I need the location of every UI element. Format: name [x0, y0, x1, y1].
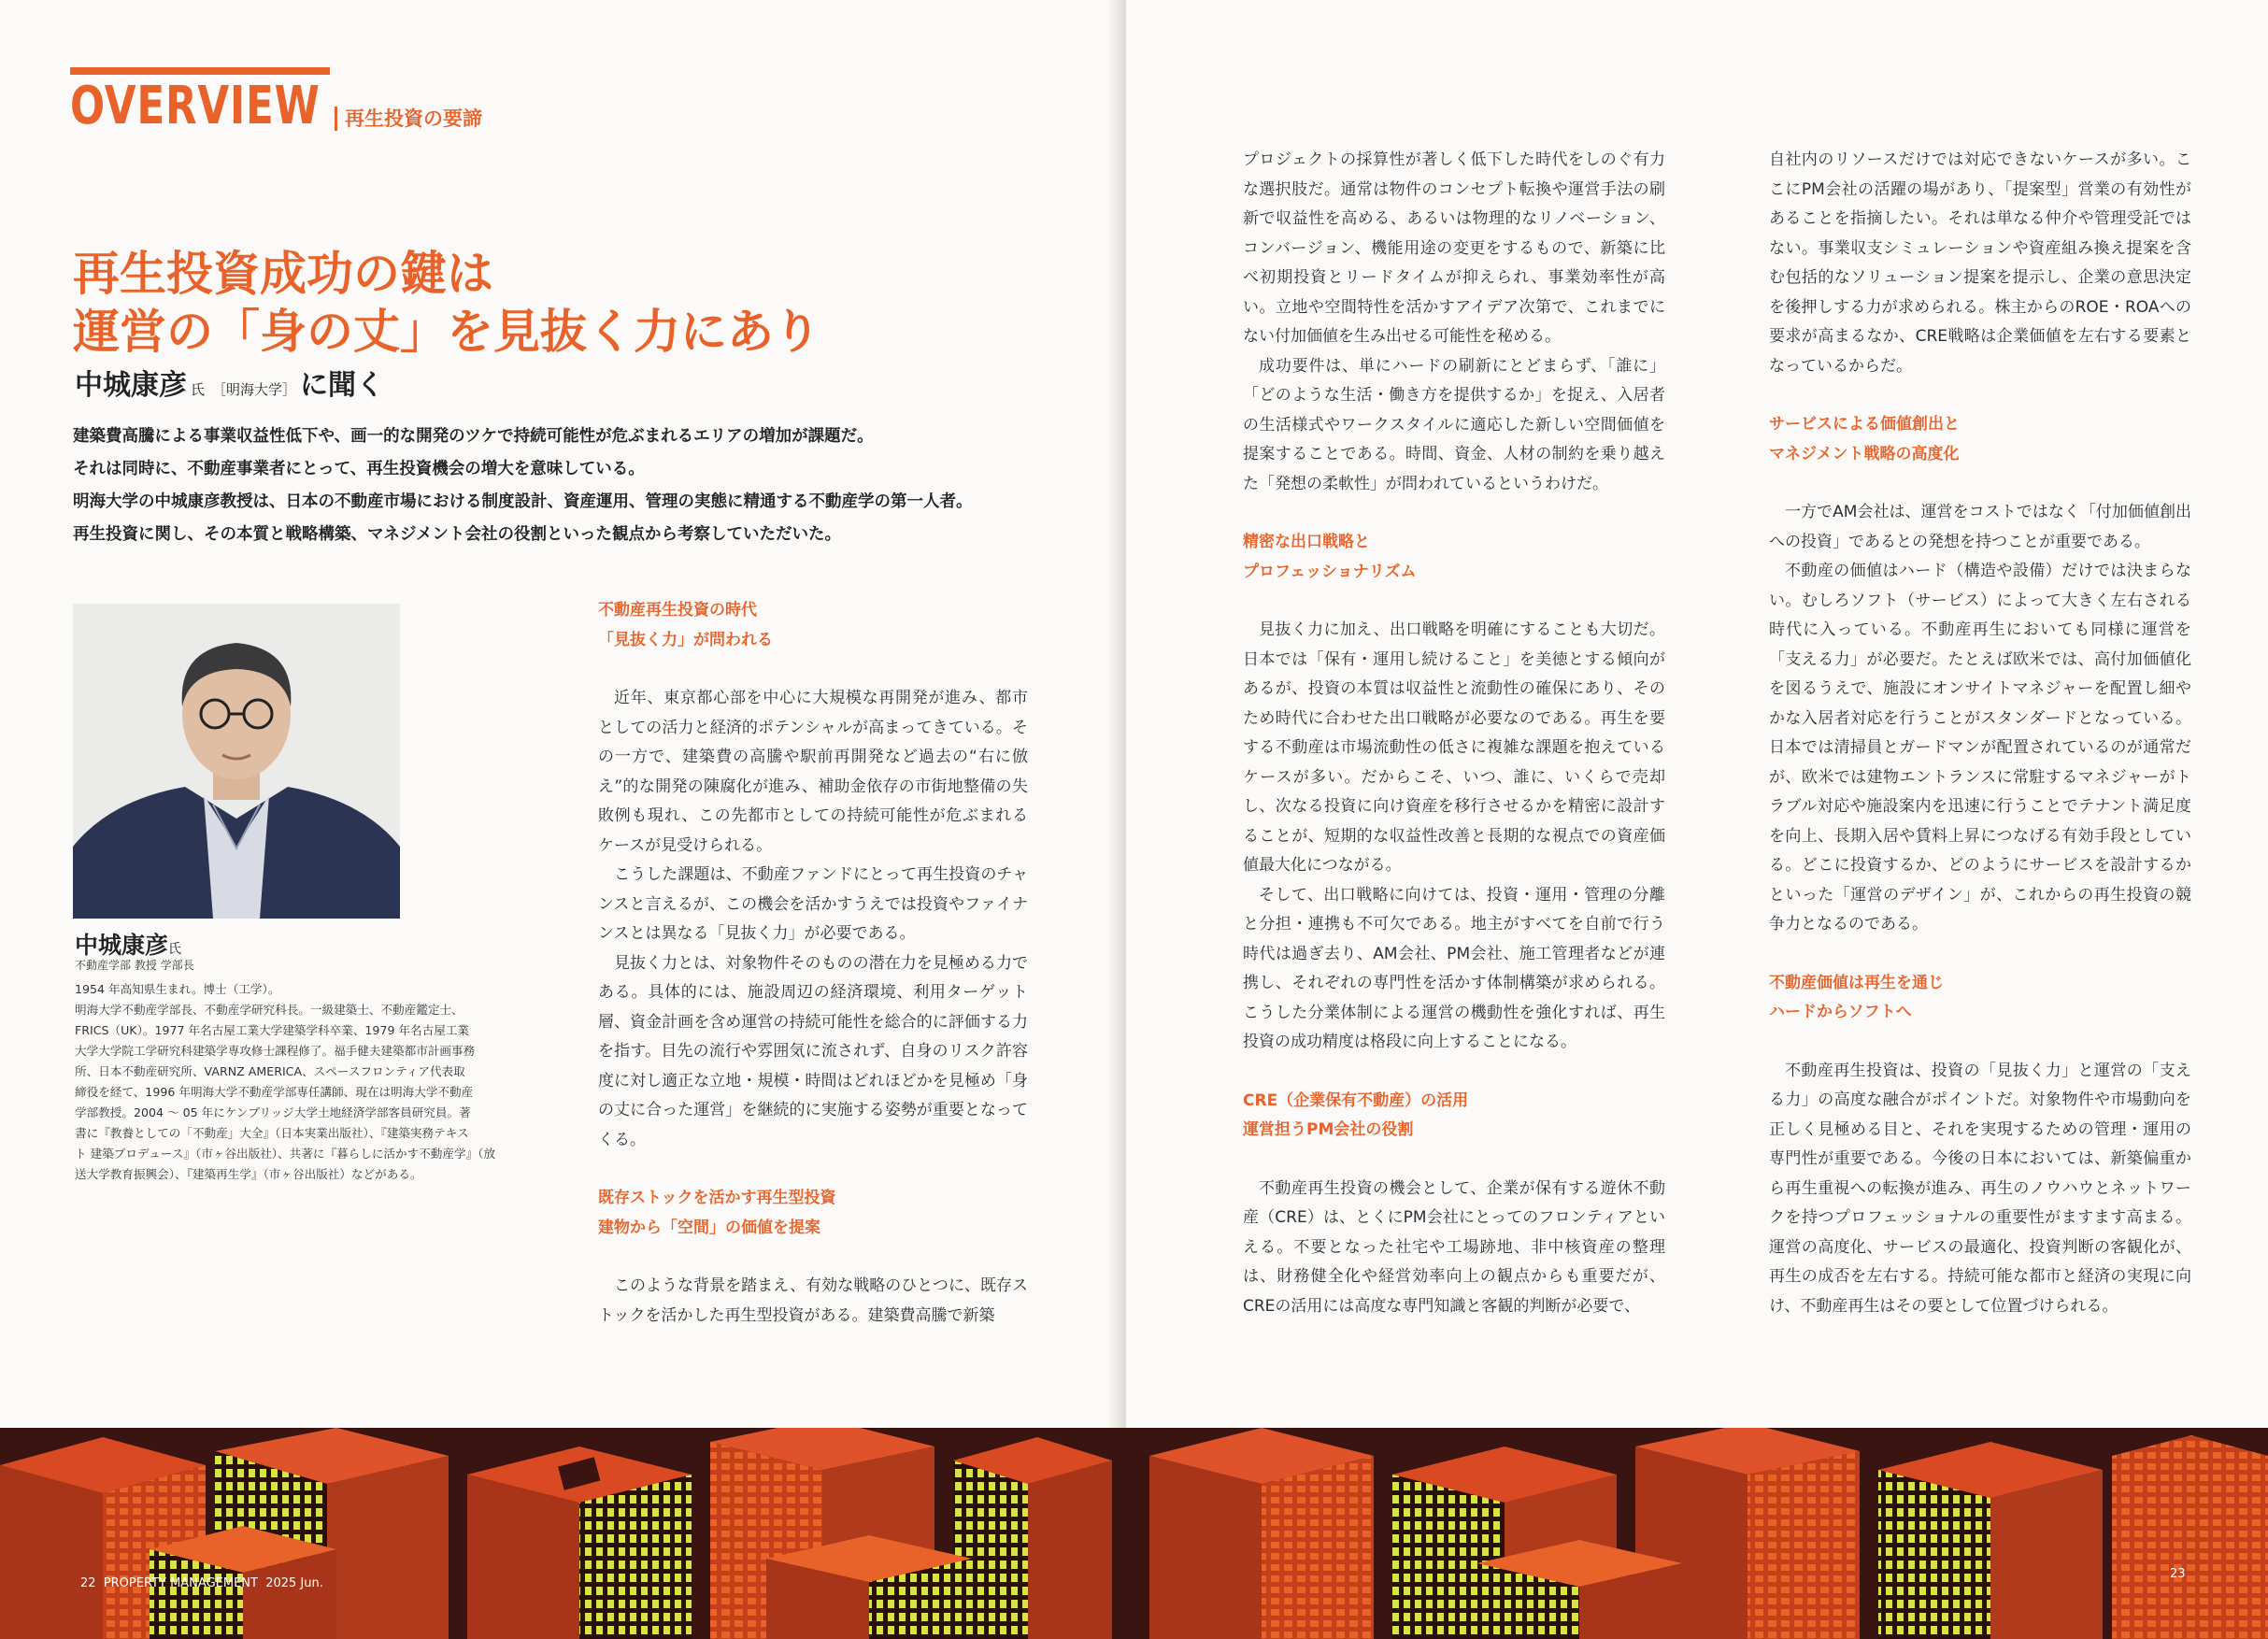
interviewee-line	[75, 362, 384, 403]
bio-line: FRICS（UK）。1977 年名古屋工業大学建築学科卒業、1979 年名古屋工業	[75, 1023, 470, 1037]
bio-line: 書に『教養としての「不動産」大全』（日本実業出版社）、『建築実務テキス	[75, 1126, 469, 1140]
interviewee-suffix: に聞く	[300, 369, 385, 402]
bio-line: 送大学教育振興会）、『建築再生学』（市ヶ谷出版社）などがある。	[75, 1167, 422, 1181]
body-paragraph: そして、出口戦略に向けては、投資・運用・管理の分離と分担・連携も不可欠である。地主がすべてを自前で行う時代は過ぎ去り、AM会社、PM会社、施工管理者などが連携し、それぞれの専門性を活かす体制構築が求められる。こうした分業体制による運営の機動性を強化すれば、再生投資の成功精度は格段に向上することになる。	[1243, 885, 1665, 1051]
portrait-illustration	[73, 604, 400, 919]
section-heading: サービスによる価値創出と	[1769, 415, 1960, 434]
section-heading: 「見抜く力」が問われる	[598, 630, 773, 649]
caption-name	[75, 927, 181, 961]
magazine-title: PROPERTY MANAGEMENT	[103, 1576, 258, 1590]
bio-line: 学部教授。2004 ～ 05 年にケンブリッジ大学土地経済学部客員研究員。著	[75, 1105, 471, 1119]
section-heading: ハードからソフトへ	[1769, 1003, 1912, 1021]
lead-line: 再生投資に関し、その本質と戦略構築、マネジメント会社の役割といった観点から考察していただいた。	[73, 525, 841, 544]
section-heading: 精密な出口戦略と	[1243, 533, 1370, 551]
issue-date: 2025 Jun.	[265, 1576, 323, 1590]
section-heading: 運営担うPM会社の役割	[1243, 1120, 1414, 1139]
interviewee-honorific: 氏	[191, 381, 206, 398]
folio-right	[2170, 1567, 2186, 1581]
page-number: 22	[80, 1576, 96, 1590]
section-heading: 不動産再生投資の時代	[598, 601, 757, 620]
body-paragraph: こうした課題は、不動産ファンドにとって再生投資のチャンスと言えるが、この機会を活かすうえでは投資やファイナンスとは異なる「見抜く力」が必要である。	[598, 865, 1028, 943]
lead-line: 建築費高騰による事業収益性低下や、画一的な開発のツケで持続可能性が危ぶまれるエリアの増加が課題だ。	[73, 427, 874, 446]
lead-line: 明海大学の中城康彦教授は、日本の不動産市場における制度設計、資産運用、管理の実態に精通する不動産学の第一人者。	[73, 492, 973, 511]
page-number: 23	[2170, 1567, 2186, 1581]
body-paragraph: 成功要件は、単にハードの刷新にとどまらず、「誰に」「どのような生活・働き方を提供するか」を捉え、入居者の生活様式やワークスタイルに適応した新しい空間価値を提案することである。時間、資金、人材の制約を乗り越えた「発想の柔軟性」が問われているというわけだ。	[1243, 356, 1665, 493]
lead-paragraph	[73, 420, 1054, 551]
headline-line2: 運営の「身の丈」を見抜く力にあり	[73, 305, 820, 359]
article-column-1	[598, 596, 1028, 1331]
body-paragraph: プロジェクトの採算性が著しく低下した時代をしのぐ有力な選択肢だ。通常は物件のコンセプト転換や運営手法の刷新で収益性を高める、あるいは物理的なリノベーション、コンバージョン、機能用途の変更をするもので、新築に比べ初期投資とリードタイムが抑えられ、事業効率性が高い。立地や空間特性を活かすアイデア次第で、これまでにない付加価値を生み出せる可能性を秘める。	[1243, 150, 1665, 346]
body-paragraph: 見抜く力とは、対象物件そのものの潜在力を見極める力である。具体的には、施設周辺の経済環境、利用ターゲット層、資金計画を含め運営の持続可能性を総合的に評価する力を指す。目先の流行や雰囲気に流されず、自身のリスク許容度に対し適正な立地・規模・時間はどれほどかを見極め「身の丈に合った運営」を継続的に実施する姿勢が重要となってくる。	[598, 953, 1028, 1149]
section-heading: 建物から「空間」の価値を提案	[598, 1218, 820, 1237]
section-heading: 不動産価値は再生を通じ	[1769, 973, 1944, 992]
portrait-photo	[73, 604, 400, 919]
interviewee-affiliation: ［明海大学］	[212, 381, 297, 398]
body-paragraph: 不動産再生投資の機会として、企業が保有する遊休不動産（CRE）は、とくにPM会社にとってのフロンティアといえる。不要となった社宅や工場跡地、非中核資産の整理は、財務健全化や経営効率向上の観点からも重要だが、CREの活用には高度な専門知識と客観的判断が必要で、	[1243, 1178, 1665, 1316]
body-paragraph: 近年、東京都心部を中心に大規模な再開発が進み、都市としての活力と経済的ポテンシャルが高まってきている。その一方で、建築費の高騰や駅前再開発など過去の“右に倣え”的な開発の陳腐化が進み、補助金依存の市街地整備の失敗例も現れ、この先都市としての持続可能性が危ぶまれるケースが見受けられる。	[598, 689, 1028, 855]
section-heading: CRE（企業保有不動産）の活用	[1243, 1090, 1469, 1110]
folio-left	[80, 1576, 323, 1590]
section-heading: プロフェッショナリズム	[1243, 562, 1417, 581]
city-illustration	[0, 1428, 2268, 1639]
article-column-2	[1243, 146, 1665, 1321]
bio-line: 所、日本不動産研究所、VARNZ AMERICA、スペースフロンティア代表取	[75, 1064, 465, 1078]
tag-bar	[70, 67, 330, 75]
caption-role: 不動産学部 教授 学部長	[75, 959, 194, 972]
section-tag: OVERVIEW	[70, 76, 321, 136]
headline	[73, 245, 1007, 361]
section-heading: マネジメント戦略の高度化	[1769, 444, 1960, 463]
body-paragraph: 見抜く力に加え、出口戦略を明確にすることも大切だ。日本では「保有・運用し続けること」を美徳とする傾向があるが、投資の本質は収益性と流動性の確保にあり、そのため時代に合わせた出口戦略が必要なのである。再生を要する不動産は市場流動性の低さに複雑な課題を抱えているケースが多い。だからこそ、いつ、誰に、いくらで売却し、次なる投資に向け資産を移行させるかを精密に設計することが、短期的な収益性改善と長期的な視点での資産価値最大化につながる。	[1243, 620, 1665, 875]
bio-line: ト 建築プロデュース』（市ヶ谷出版社）、共著に『暮らしに活かす不動産学』（放	[75, 1147, 496, 1161]
caption-honorific: 氏	[168, 942, 182, 957]
body-paragraph: このような背景を踏まえ、有効な戦略のひとつに、既存ストックを活かした再生型投資がある。建築費高騰で新築	[598, 1276, 1028, 1325]
body-paragraph: 不動産の価値はハード（構造や設備）だけでは決まらない。むしろソフト（サービス）によって大きく左右される時代に入っている。不動産再生においても同様に運営を「支える力」が必要だ。たとえば欧米では、高付加価値化を図るうえで、施設にオンサイトマネジャーを配置し細やかな入居者対応を行うことがスタンダードとなっている。日本では清掃員とガードマンが配置されているのが通常だが、欧米では建物エントランスに常駐するマネジャーがトラブル対応や施設案内を迅速に行うことでテナント満足度を向上、長期入居や賃料上昇につなげる有効手段としている。どこに投資するか、どのようにサービスを設計するかといった「運営のデザイン」が、これからの再生投資の競争力となるのである。	[1769, 562, 2191, 934]
body-paragraph: 自社内のリソースだけでは対応できないケースが多い。ここにPM会社の活躍の場があり、「提案型」営業の有効性があることを指摘したい。それは単なる仲介や管理受託ではない。事業収支シミュレーションや資産組み換え提案を含む包括的なソリューション提案を提示し、企業の意思決定を後押しする力が求められる。株主からのROE・ROAへの要求が高まるなか、CRE戦略は企業価値を左右する要素となっているからだ。	[1769, 150, 2191, 376]
lead-line: それは同時に、不動産事業者にとって、再生投資機会の増大を意味している。	[73, 460, 645, 478]
biography	[75, 979, 505, 1185]
bio-line: 締役を経て、1996 年明海大学不動産学部専任講師、現在は明海大学不動産	[75, 1085, 474, 1099]
section-subtitle: 再生投資の要諦	[335, 107, 482, 131]
bio-line: 明海大学不動産学部長、不動産学研究科長。一級建築士、不動産鑑定士、	[75, 1003, 464, 1017]
body-paragraph: 一方でAM会社は、運営をコストではなく「付加価値創出への投資」であるとの発想を持つことが重要である。	[1769, 503, 2191, 551]
headline-line1: 再生投資成功の鍵は	[73, 247, 493, 301]
bio-line: 大学大学院工学研究科建築学専攻修士課程修了。福手健夫建築都市計画事務	[75, 1044, 476, 1058]
left-page	[0, 0, 1126, 1639]
article-column-3	[1769, 146, 2191, 1321]
caption-name-text: 中城康彦	[75, 932, 169, 959]
body-paragraph: 不動産再生投資は、投資の「見抜く力」と運営の「支える力」の高度な融合がポイントだ。対象物件や市場動向を正しく見極める目と、それを実現するための管理・運用の専門性が重要である。今後の日本においては、新築偏重から再生重視への転換が進み、再生のノウハウとネットワークを持つプロフェッショナルの重要性がますます高まる。運営の高度化、サービスの最適化、投資判断の客観化が、再生の成否を左右する。持続可能な都市と経済の実現に向け、不動産再生はその要として位置づけられる。	[1769, 1061, 2191, 1316]
bio-line: 1954 年高知県生まれ。博士（工学）。	[75, 982, 280, 996]
interviewee-name: 中城康彦	[75, 369, 187, 402]
section-heading: 既存ストックを活かす再生型投資	[598, 1189, 836, 1207]
